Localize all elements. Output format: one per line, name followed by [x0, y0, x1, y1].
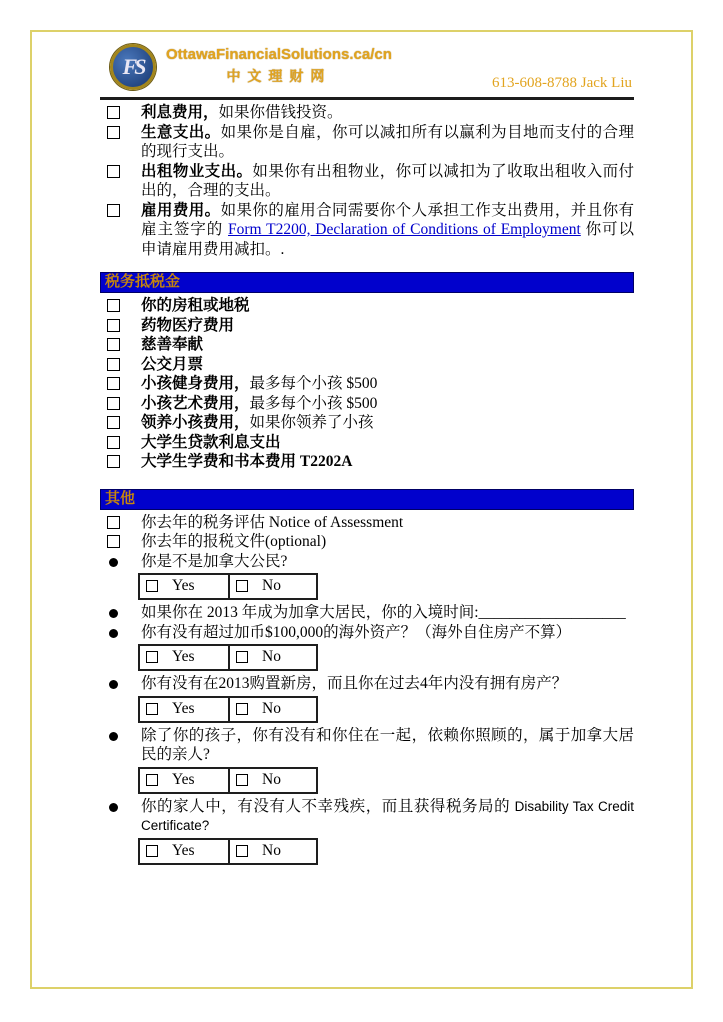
no-checkbox-icon[interactable] [236, 580, 248, 592]
no-cell[interactable] [228, 840, 316, 863]
item-lead: 你的房租或地税 [141, 297, 250, 314]
item-rest: 如果你有出租物业，你可以减扣为了收取出租收入而付出的，合理的支出。 [141, 162, 634, 199]
credit-item [100, 374, 634, 394]
checkbox-icon[interactable] [107, 338, 120, 351]
yes-label: Yes [172, 648, 195, 665]
header [100, 40, 634, 97]
yes-label: Yes [172, 770, 195, 788]
item-lead: 大学生学费和书本费用 T2202A [141, 453, 353, 470]
credit-item [100, 413, 634, 433]
credit-item [100, 335, 634, 355]
deduction-item [100, 201, 634, 260]
question-item [100, 674, 634, 694]
fs-logo-icon: FS [110, 44, 156, 90]
yes-checkbox-icon[interactable] [146, 651, 158, 663]
checkbox-icon[interactable] [107, 204, 120, 217]
item-rest: 如果你的雇用合同需要你个人承担工作支出费用，并且你有雇主签字的 [141, 201, 634, 238]
yes-checkbox-icon[interactable] [146, 774, 158, 786]
yes-checkbox-icon[interactable] [146, 845, 158, 857]
checkbox-icon[interactable] [107, 358, 120, 371]
question-text-english: Disability Tax Credit Certificate? [141, 798, 634, 833]
no-checkbox-icon[interactable] [236, 703, 248, 715]
no-checkbox-icon[interactable] [236, 651, 248, 663]
checkbox-icon[interactable] [107, 436, 120, 449]
section-header-credits: 税务抵税金 [100, 272, 634, 293]
question-text: 你是不是加拿大公民? [141, 552, 288, 570]
deduction-item [100, 103, 634, 123]
no-cell[interactable] [228, 575, 316, 598]
yes-no-table [138, 838, 318, 865]
yes-cell[interactable] [140, 646, 228, 669]
checkbox-icon[interactable] [107, 455, 120, 468]
item-lead: 公交月票 [141, 355, 204, 373]
no-label: No [262, 841, 281, 859]
checkbox-icon[interactable] [107, 299, 120, 312]
yes-no-table [138, 696, 318, 723]
yes-cell[interactable] [140, 575, 228, 598]
checkbox-icon[interactable] [107, 516, 120, 529]
item-lead: 慈善奉献 [141, 336, 204, 353]
yes-cell[interactable] [140, 698, 228, 721]
no-label: No [262, 770, 281, 788]
credit-item [100, 316, 634, 336]
checkbox-icon[interactable] [107, 377, 120, 390]
brand-block [166, 46, 392, 86]
yes-no-table [138, 573, 318, 600]
bullet-icon [109, 680, 118, 689]
question-text: 你有没有在2013购置新房，而且你在过去4年内没有拥有房产？ [141, 675, 568, 692]
question-item [100, 797, 634, 836]
question-text: 你有没有超过加币$100,000的海外资产？（海外自住房产不算） [141, 623, 572, 641]
checkbox-icon[interactable] [107, 397, 120, 410]
other-checkbox-item [100, 513, 634, 533]
no-label: No [262, 699, 281, 717]
yes-label: Yes [172, 841, 195, 859]
yes-label: Yes [172, 699, 195, 717]
item-lead: 利息费用， [141, 104, 219, 121]
question-text: 你的家人中，有没有人不幸残疾，而且获得税务局的 [141, 797, 515, 815]
no-label: No [262, 648, 281, 665]
item-rest: 如果你借钱投资。 [218, 104, 343, 121]
item-rest: 最多每个小孩 $500 [249, 375, 378, 392]
item-lead: 出租物业支出。 [141, 162, 253, 180]
item-lead: 小孩健身费用， [141, 375, 250, 392]
phone-contact: 613-608-8788 Jack Liu [492, 75, 632, 91]
brand-name: OttawaFinancialSolutions.ca/cn [166, 46, 392, 63]
item-lead: 雇用费用。 [141, 201, 221, 219]
question-text: 除了你的孩子，你有没有和你住在一起，依赖你照顾的，属于加拿大居民的亲人? [141, 726, 634, 763]
brand-chinese-name: 中文理财网 [226, 68, 332, 84]
yes-checkbox-icon[interactable] [146, 580, 158, 592]
no-cell[interactable] [228, 698, 316, 721]
no-cell[interactable] [228, 769, 316, 792]
credit-item [100, 296, 634, 316]
credit-item [100, 452, 634, 472]
deduction-item [100, 162, 634, 201]
item-rest: 最多每个小孩 $500 [249, 394, 378, 412]
form-t2200-link[interactable]: Form T2200, Declaration of Conditions of Employment [228, 221, 581, 238]
item-lead: 小孩艺术费用， [141, 394, 250, 412]
item-lead: 药物医疗费用 [141, 316, 235, 334]
credit-item [100, 355, 634, 375]
bullet-icon [109, 732, 118, 741]
bullet-icon [109, 609, 118, 618]
section-header-other: 其他 [100, 489, 634, 510]
no-label: No [262, 577, 281, 594]
question-item [100, 552, 634, 572]
checkbox-icon[interactable] [107, 416, 120, 429]
yes-no-table [138, 644, 318, 671]
credit-item [100, 433, 634, 453]
question-item [100, 623, 634, 643]
question-text: 如果你在 2013 年成为加拿大居民，你的入境时间:___________________ [141, 604, 626, 621]
bullet-icon [109, 629, 118, 638]
checkbox-icon[interactable] [107, 165, 120, 178]
deduction-item [100, 123, 634, 162]
question-item [100, 726, 634, 765]
yes-no-table [138, 767, 318, 794]
checkbox-icon[interactable] [107, 319, 120, 332]
no-checkbox-icon[interactable] [236, 774, 248, 786]
item-text: 你去年的税务评估 Notice of Assessment [141, 513, 404, 531]
yes-cell[interactable] [140, 840, 228, 863]
checkbox-icon[interactable] [107, 535, 120, 548]
no-cell[interactable] [228, 646, 316, 669]
other-checkbox-item [100, 532, 634, 552]
no-checkbox-icon[interactable] [236, 845, 248, 857]
question-item [100, 603, 634, 623]
header-divider [100, 97, 634, 100]
item-rest: 如果你是自雇，你可以减扣所有以赢利为目地而支付的合理的现行支出。 [141, 123, 634, 160]
item-rest: 如果你领养了小孩 [249, 414, 374, 431]
checkbox-icon[interactable] [107, 106, 120, 119]
yes-checkbox-icon[interactable] [146, 703, 158, 715]
item-lead: 大学生贷款利息支出 [141, 433, 281, 451]
item-text: 你去年的报税文件(optional) [141, 533, 327, 550]
item-lead: 领养小孩费用， [141, 414, 250, 431]
page-content [100, 40, 634, 868]
yes-label: Yes [172, 577, 195, 594]
yes-cell[interactable] [140, 769, 228, 792]
credit-item [100, 394, 634, 414]
item-rest: 你可以申请雇用费用减扣。. [141, 221, 634, 258]
item-lead: 生意支出。 [141, 123, 221, 141]
checkbox-icon[interactable] [107, 126, 120, 139]
bullet-icon [109, 803, 118, 812]
bullet-icon [109, 558, 118, 567]
